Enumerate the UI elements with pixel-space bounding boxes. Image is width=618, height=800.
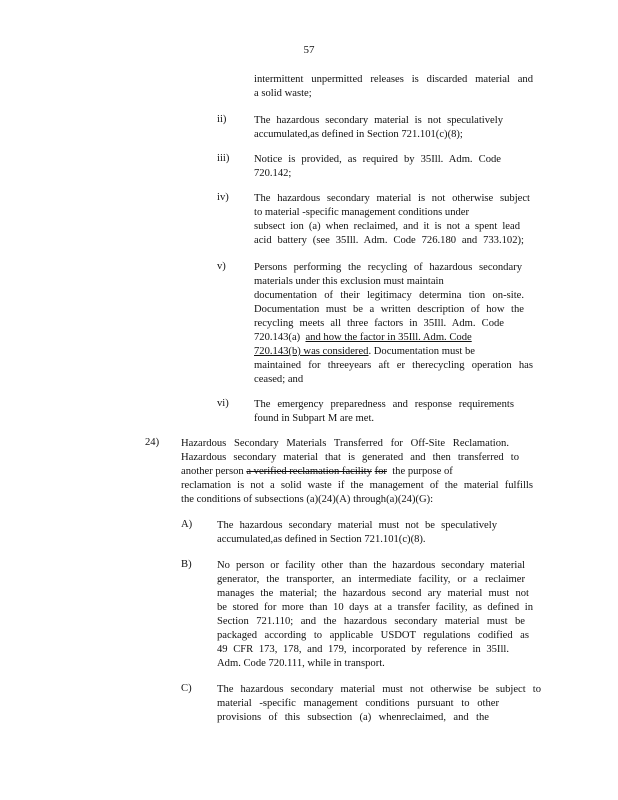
text-line: accumulated,as defined in Section 721.101(c)(8). [217, 534, 426, 545]
item-label: iii) [217, 153, 230, 164]
item-label: iv) [217, 192, 229, 203]
text-line: intermittent unpermitted releases is discarded material and [254, 74, 533, 85]
item-label: B) [181, 559, 192, 570]
text-line: The hazardous secondary material is not speculatively [254, 115, 503, 126]
item-label: ii) [217, 114, 227, 125]
text-line: documentation of their legitimacy determina tion on-site. [254, 290, 524, 301]
item-label: v) [217, 261, 226, 272]
item-iii-text [254, 153, 501, 181]
item-B-text [217, 559, 533, 671]
text-line: accumulated,as defined in Section 721.101(c)(8); [254, 129, 463, 140]
deleted-text: a verified reclamation facility [246, 466, 372, 477]
text-line: The hazardous secondary material must not be speculatively [217, 520, 497, 531]
text-line: No person or facility other than the hazardous secondary material [217, 560, 525, 571]
inserted-text: and how the factor in 35Ill. Adm. Code [305, 332, 472, 343]
text-line: found in Subpart M are met. [254, 413, 375, 424]
text-line: to material -specific management conditions under [254, 207, 470, 218]
text-line: Notice is provided, as required by 35Ill. Adm. Code [254, 154, 501, 165]
text-line: Hazardous Secondary Materials Transferred for Off-Site Reclamation. [181, 438, 509, 449]
text-line: 720.142; [254, 168, 292, 179]
text-line: ceased; and [254, 374, 304, 385]
text-line: 49 CFR 173, 178, and 179, incorporated by reference in 35Ill. [217, 644, 509, 655]
continuation-text [254, 73, 533, 101]
text-line: a solid waste; [254, 88, 312, 99]
text-line: Persons performing the recycling of hazardous secondary [254, 262, 522, 273]
page-number: 57 [303, 44, 315, 56]
item-A-text [217, 519, 497, 547]
text-line: The hazardous secondary material is not otherwise subject [254, 193, 530, 204]
inserted-text: 720.143(b) was considered [254, 346, 369, 357]
item-label: C) [181, 683, 192, 694]
text-line: acid battery (see 35Ill. Adm. Code 726.180 and 733.102); [254, 235, 524, 246]
text-segment: 720.143(a) [254, 332, 301, 343]
text-line: the conditions of subsections (a)(24)(A) through(a)(24)(G): [181, 494, 434, 505]
text-line-amended [254, 345, 533, 359]
item-label: vi) [217, 398, 229, 409]
item-label: A) [181, 519, 193, 530]
text-line: Adm. Code 720.111, while in transport. [217, 658, 385, 669]
text-line: The hazardous secondary material must not otherwise be subject to [217, 684, 541, 695]
text-line: manages the material; the hazardous second ary material must not [217, 588, 529, 599]
text-line: materials under this exclusion must maintain [254, 276, 444, 287]
text-segment: . Documentation must be [368, 346, 475, 357]
item-vi-text [254, 398, 514, 426]
text-segment: the purpose of [392, 466, 453, 477]
text-line-amended [254, 331, 533, 345]
deleted-text: for [374, 466, 387, 477]
text-line: generator, the transporter, an intermediate facility, or a reclaimer [217, 574, 525, 585]
text-line: material -specific management conditions pursuant to other [217, 698, 499, 709]
text-line-amended [181, 465, 533, 479]
item-C-text [217, 683, 541, 725]
text-line: be stored for more than 10 days at a transfer facility, as defined in [217, 602, 533, 613]
item-label: 24) [145, 437, 160, 448]
item-24-text [181, 437, 533, 507]
text-line: maintained for threeyears aft er therecycling operation has [254, 360, 533, 371]
text-line: The emergency preparedness and response requirements [254, 399, 514, 410]
text-line: subsect ion (a) when reclaimed, and it is not a spent lead [254, 221, 520, 232]
text-line: Hazardous secondary material that is generated and then transferred to [181, 452, 519, 463]
item-ii-text [254, 114, 503, 142]
item-iv-text [254, 192, 532, 248]
text-line: Documentation must be a written description of how the [254, 304, 524, 315]
text-line: recycling meets all three factors in 35Ill. Adm. Code [254, 318, 504, 329]
text-line: Section 721.110; and the hazardous secondary material must be [217, 616, 525, 627]
text-line: provisions of this subsection (a) whenreclaimed, and the [217, 712, 489, 723]
text-line: reclamation is not a solid waste if the management of the material fulfills [181, 480, 533, 491]
text-line: packaged according to applicable USDOT regulations codified as [217, 630, 529, 641]
text-segment: another person [181, 466, 244, 477]
item-v-text [254, 261, 533, 387]
